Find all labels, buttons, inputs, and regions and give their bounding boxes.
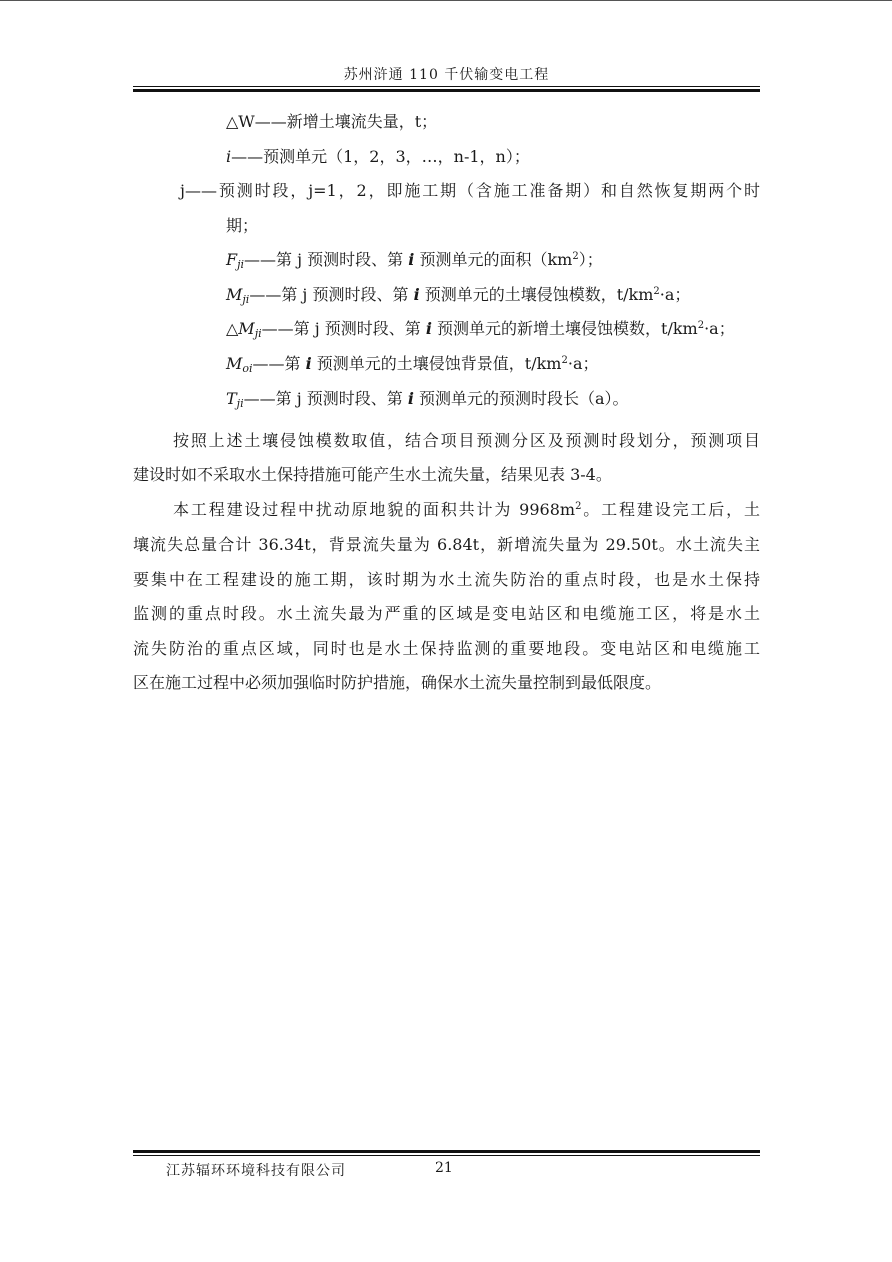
italic-i: i bbox=[413, 285, 420, 304]
subscript: ji bbox=[242, 293, 250, 306]
superscript: 2 bbox=[697, 320, 705, 331]
subscript: ji bbox=[237, 258, 245, 271]
def-text: ——新增土壤流失量，t； bbox=[254, 112, 438, 131]
def-j-line1: j——预测时段，j=1，2，即施工期（含施工准备期）和自然恢复期两个时 bbox=[180, 181, 760, 200]
symbol: F bbox=[226, 250, 238, 269]
subscript: ji bbox=[254, 327, 262, 340]
italic-i: i bbox=[407, 389, 414, 408]
italic-i: i bbox=[425, 319, 432, 338]
footer-rule-thin bbox=[133, 1155, 760, 1156]
para2-line5: 流失防治的重点区域，同时也是水土保持监测的重要地段。变电站区和电缆施工 bbox=[133, 639, 760, 658]
def-text: ）； bbox=[578, 250, 603, 269]
italic-i: i bbox=[305, 354, 312, 373]
text-run: 。工程建设完工后，土 bbox=[581, 500, 760, 519]
para2-line3: 要集中在工程建设的施工期，该时期为水土流失防治的重点时段，也是水土保持 bbox=[133, 570, 760, 589]
def-text: ——第 j 预测时段、第 bbox=[249, 285, 414, 304]
footer-company: 江苏辐环环境科技有限公司 bbox=[166, 1163, 346, 1179]
text-run: 本工程建设过程中扰动原地貌的面积共计为 9968m bbox=[173, 500, 576, 519]
def-text: ——预测单元（1，2，3，…，n-1，n）； bbox=[231, 147, 530, 166]
para1-line2: 建设时如不采取水土保持措施可能产生水土流失量，结果见表 3-4。 bbox=[133, 465, 612, 484]
def-text: 预测单元的土壤侵蚀背景值，t/km bbox=[311, 354, 562, 373]
symbol: △M bbox=[226, 319, 255, 338]
def-text: 预测单元的预测时段长（a）。 bbox=[413, 389, 629, 408]
superscript: 2 bbox=[561, 355, 568, 366]
para2-line1 bbox=[133, 500, 760, 520]
def-text: ——第 j 预测时段、第 bbox=[244, 250, 409, 269]
header-rule-thin bbox=[133, 86, 760, 87]
def-text: 预测单元的土壤侵蚀模数，t/km bbox=[419, 285, 654, 304]
def-text: ——第 j 预测时段、第 bbox=[243, 389, 408, 408]
subscript: oi bbox=[242, 362, 253, 375]
italic-i: i bbox=[408, 250, 415, 269]
def-f bbox=[226, 250, 603, 270]
superscript: 2 bbox=[653, 286, 660, 297]
header-rule-thick bbox=[133, 89, 760, 92]
def-text: ·a； bbox=[704, 319, 735, 338]
def-t bbox=[226, 389, 629, 409]
def-text: ——第 j 预测时段、第 bbox=[261, 319, 426, 338]
def-text: ——第 bbox=[252, 354, 306, 373]
symbol: M bbox=[226, 354, 243, 373]
page-top-border bbox=[0, 0, 892, 1]
page-header-title: 苏州浒通 110 千伏输变电工程 bbox=[343, 67, 550, 83]
para2-line6: 区在施工过程中必须加强临时防护措施，确保水土流失量控制到最低限度。 bbox=[133, 673, 662, 692]
def-i bbox=[226, 147, 530, 167]
def-text: 预测单元的新增土壤侵蚀模数，t/km bbox=[431, 319, 698, 338]
def-m bbox=[226, 285, 690, 305]
symbol: M bbox=[226, 285, 243, 304]
def-delta-w bbox=[226, 112, 437, 132]
def-mo bbox=[226, 354, 599, 374]
symbol: i bbox=[226, 147, 232, 166]
para2-line2: 壤流失总量合计 36.34t，背景流失量为 6.84t，新增流失量为 29.50t。水土流失主 bbox=[133, 535, 760, 554]
symbol: △W bbox=[226, 112, 255, 131]
subscript: ji bbox=[236, 397, 244, 410]
def-j-line2: 期； bbox=[226, 216, 259, 235]
def-text: ·a； bbox=[659, 285, 691, 304]
superscript: 2 bbox=[575, 501, 582, 512]
para1-line1: 按照上述土壤侵蚀模数取值，结合项目预测分区及预测时段划分，预测项目 bbox=[173, 431, 760, 450]
def-delta-m bbox=[226, 319, 735, 339]
footer-rule-thick bbox=[133, 1150, 760, 1153]
def-text: ·a； bbox=[567, 354, 599, 373]
superscript: 2 bbox=[572, 251, 579, 262]
symbol: T bbox=[226, 389, 237, 408]
para2-line4: 监测的重点时段。水土流失最为严重的区域是变电站区和电缆施工区，将是水土 bbox=[133, 604, 760, 623]
def-text: 预测单元的面积（km bbox=[414, 250, 573, 269]
page-number: 21 bbox=[435, 1160, 453, 1176]
